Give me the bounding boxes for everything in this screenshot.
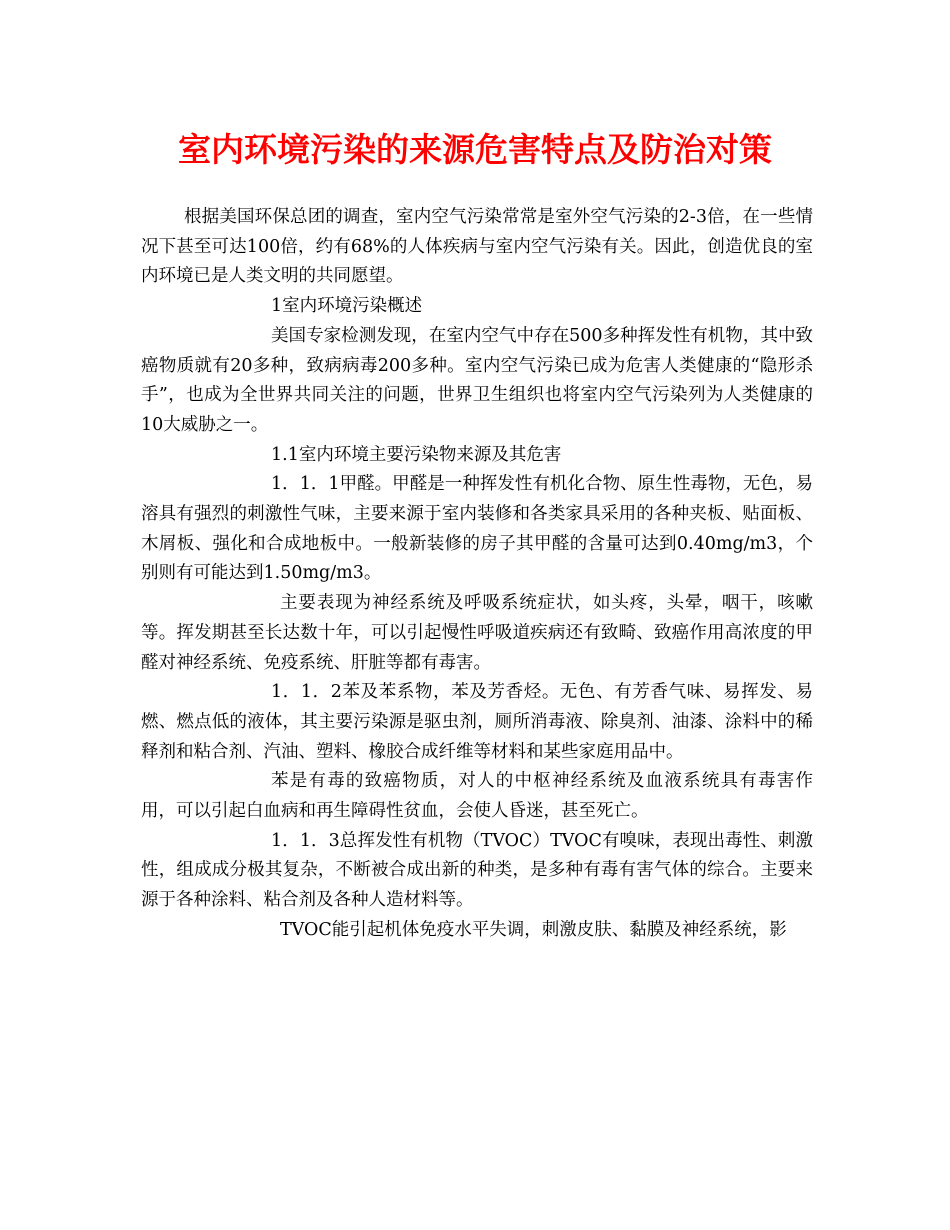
document-body	[141, 203, 813, 946]
paragraph-benzene-harm: 苯是有毒的致癌物质，对人的中枢神经系统及血液系统具有毒害作用，可以引起白血病和再生障碍性贫血，会使人昏迷，甚至死亡。	[141, 771, 813, 822]
section-heading-overview: 1室内环境污染概述	[271, 296, 423, 317]
paragraph-intro: 根据美国环保总团的调查，室内空气污染常常是室外空气污染的2-3倍，在一些情况下甚至可达100倍，约有68%的人体疾病与室内空气污染有关。因此，创造优良的室内环境已是人类文明的共同愿望。	[141, 207, 813, 287]
paragraph-benzene: 1．1．2苯及苯系物，苯及芳香烃。无色、有芳香气味、易挥发、易燃、燃点低的液体，其主要污染源是驱虫剂，厕所消毒液、除臭剂、油漆、涂料中的稀释剂和粘合剂、汽油、塑料、橡胶合成纤维等材料和某些家庭用品中。	[141, 682, 813, 762]
section-heading-pollutants: 1.1室内环境主要污染物来源及其危害	[271, 444, 562, 465]
document-title: 室内环境污染的来源危害特点及防治对策	[178, 130, 772, 169]
paragraph-formaldehyde-symptoms: 主要表现为神经系统及呼吸系统症状，如头疼，头晕，咽干，咳嗽等。挥发期甚至长达数十年，可以引起慢性呼吸道疾病还有致畸、致癌作用高浓度的甲醛对神经系统、免疫系统、肝脏等都有毒害。	[141, 593, 813, 673]
paragraph-overview: 美国专家检测发现，在室内空气中存在500多种挥发性有机物，其中致癌物质就有20多种，致病病毒200多种。室内空气污染已成为危害人类健康的“隐形杀手”，也成为全世界共同关注的问题，世界卫生组织也将室内空气污染列为人类健康的10大威胁之一。	[141, 325, 813, 435]
paragraph-formaldehyde: 1．1．1甲醛。甲醛是一种挥发性有机化合物、原生性毒物，无色，易溶具有强烈的刺激性气味，主要来源于室内装修和各类家具采用的各种夹板、贴面板、木屑板、强化和合成地板中。一般新装修的房子其甲醛的含量可达到0.40mg/m3，个别则有可能达到1.50mg/m3。	[141, 474, 813, 584]
paragraph-tvoc: 1．1．3总挥发性有机物（TVOC）TVOC有嗅味，表现出毒性、刺激性，组成成分极其复杂，不断被合成出新的种类，是多种有毒有害气体的综合。主要来源于各种涂料、粘合剂及各种人造材料等。	[141, 830, 813, 911]
paragraph-tvoc-harm: TVOC能引起机体免疫水平失调，刺激皮肤、黏膜及神经系统，影	[280, 919, 787, 940]
